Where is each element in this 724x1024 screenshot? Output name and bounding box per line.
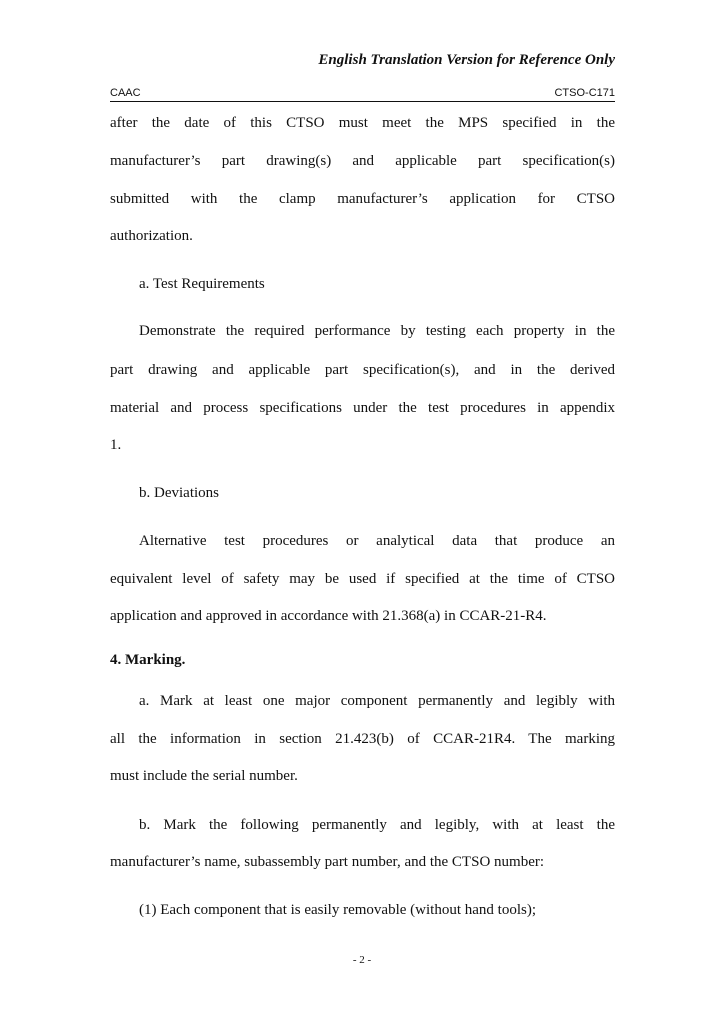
section-heading-marking: 4. Marking.: [110, 652, 186, 668]
paragraph-line: submitted with the clamp manufacturer’s application for CTSO: [110, 191, 615, 207]
paragraph-line: must include the serial number.: [110, 768, 298, 784]
header-agency: CAAC: [110, 87, 141, 99]
paragraph-line: b. Mark the following permanently and legibly, with at least the: [139, 817, 615, 833]
subsection-heading-deviations: b. Deviations: [139, 485, 219, 501]
header-divider: [110, 101, 615, 102]
paragraph-line: a. Mark at least one major component permanently and legibly with: [139, 693, 615, 709]
paragraph-line: manufacturer’s part drawing(s) and applicable part specification(s): [110, 153, 615, 169]
paragraph-line: after the date of this CTSO must meet the MPS specified in the: [110, 115, 615, 131]
paragraph-line: part drawing and applicable part specification(s), and in the derived: [110, 362, 615, 378]
paragraph-line: manufacturer’s name, subassembly part number, and the CTSO number:: [110, 854, 545, 870]
paragraph-line: 1.: [110, 437, 122, 453]
header-document-id: CTSO-C171: [554, 87, 615, 99]
paragraph-line: material and process specifications under the test procedures in appendix: [110, 400, 615, 416]
paragraph-line: Demonstrate the required performance by testing each property in the: [139, 323, 615, 339]
paragraph-line: (1) Each component that is easily removable (without hand tools);: [139, 902, 536, 918]
page-number: - 2 -: [352, 954, 372, 966]
subsection-heading-test-requirements: a. Test Requirements: [139, 276, 265, 292]
paragraph-line: application and approved in accordance with 21.368(a) in CCAR-21-R4.: [110, 608, 547, 624]
paragraph-line: equivalent level of safety may be used if specified at the time of CTSO: [110, 571, 615, 587]
header-title: English Translation Version for Reference Only: [318, 52, 615, 68]
paragraph-line: Alternative test procedures or analytical data that produce an: [139, 533, 615, 549]
paragraph-line: authorization.: [110, 228, 193, 244]
paragraph-line: all the information in section 21.423(b) of CCAR-21R4. The marking: [110, 731, 615, 747]
